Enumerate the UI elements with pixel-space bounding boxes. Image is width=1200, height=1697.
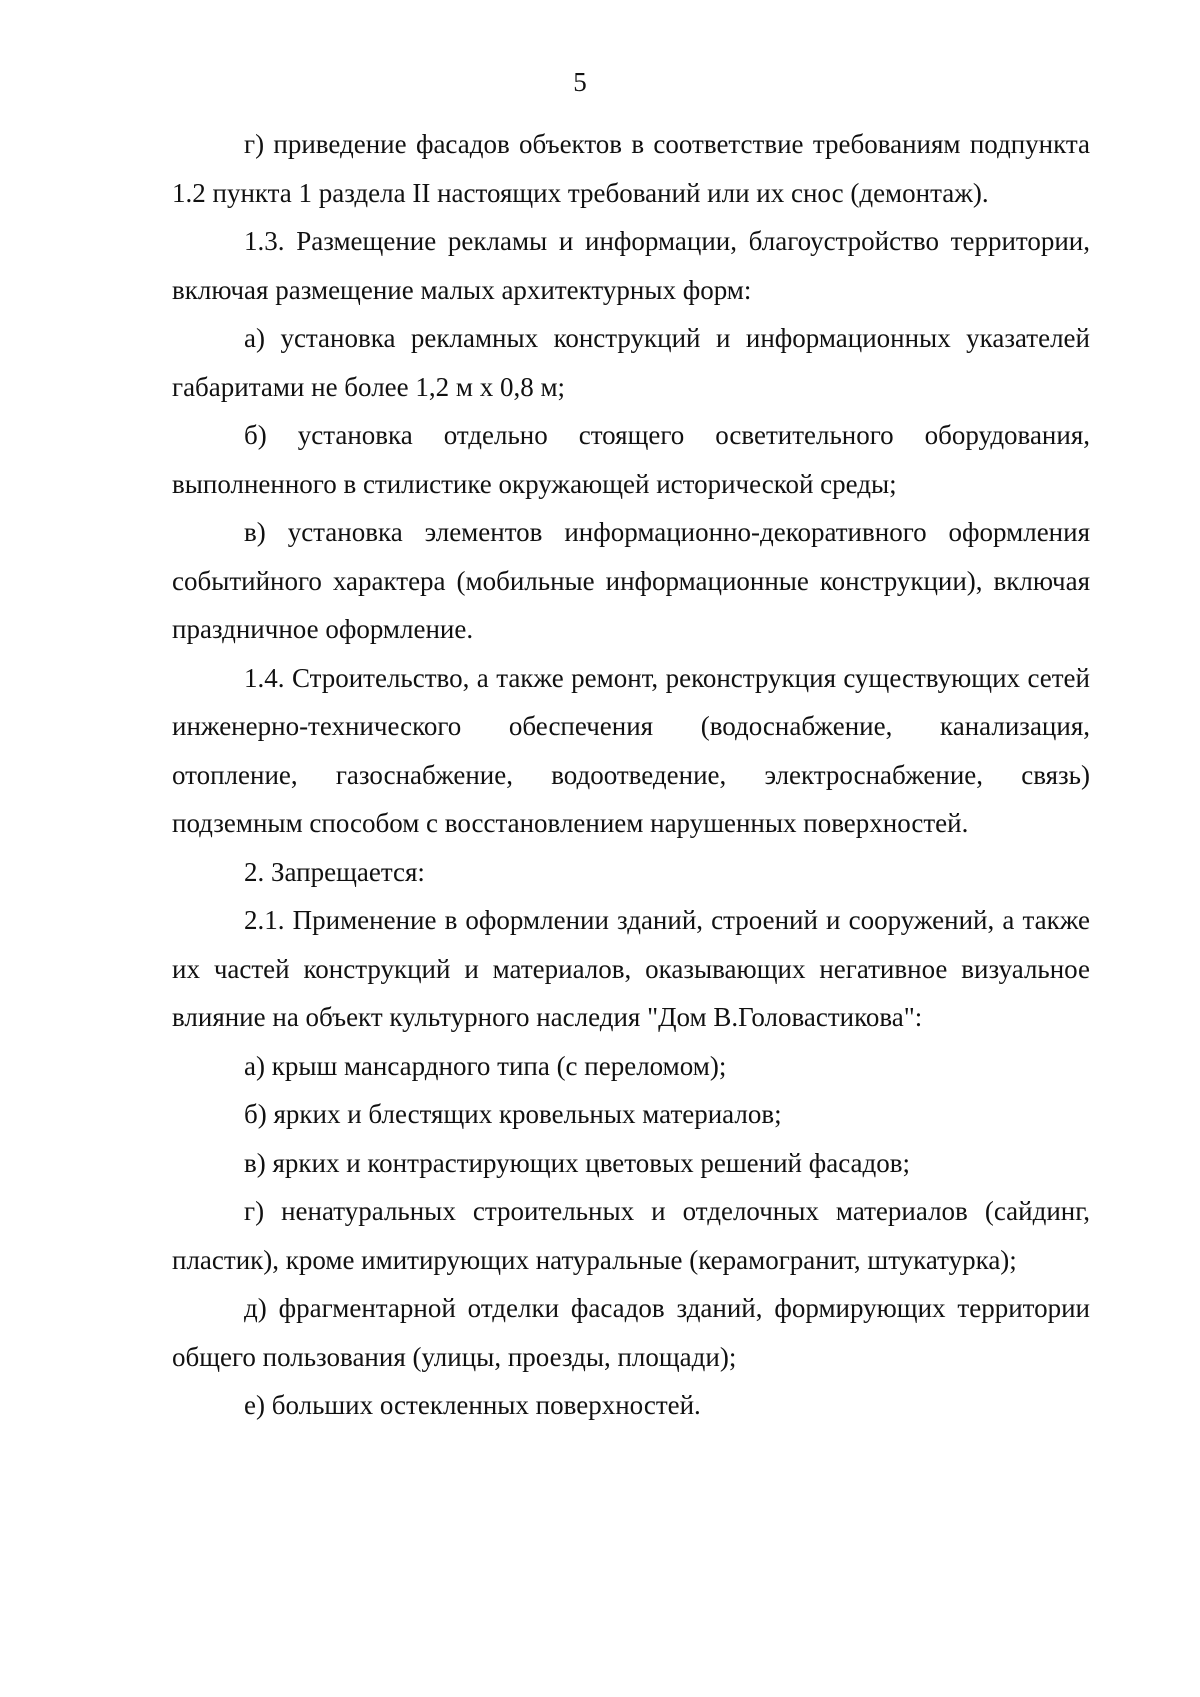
- paragraph-1-3: 1.3. Размещение рекламы и информации, благоустройство территории, включая размещение малых архитектурных форм:: [172, 226, 1090, 305]
- document-body: [172, 120, 1090, 1430]
- paragraph-item-v-decoration: в) установка элементов информационно-декоративного оформления событийного характера (мобильные информационные конструкции), включая праздничное оформление.: [172, 517, 1090, 644]
- paragraph-item-b-roofing: б) ярких и блестящих кровельных материалов;: [244, 1099, 782, 1129]
- paragraph-item-a-roofs: а) крыш мансардного типа (с переломом);: [244, 1050, 727, 1081]
- page-number: 5: [573, 67, 587, 97]
- paragraph-item-a-advertising: а) установка рекламных конструкций и информационных указателей габаритами не более 1,2 м х 0,8 м;: [172, 323, 1090, 402]
- paragraph-item-v-colors: в) ярких и контрастирующих цветовых решений фасадов;: [244, 1147, 910, 1178]
- paragraph-item-e-glazing: е) больших остекленных поверхностей.: [244, 1390, 701, 1420]
- paragraph-1-4: 1.4. Строительство, а также ремонт, реконструкция существующих сетей инженерно-технического обеспечения (водоснабжение, канализация, отопление, газоснабжение, водоотведение, электроснабжение, связь) подземным способом с восстановлением нарушенных поверхностей.: [172, 662, 1090, 838]
- paragraph-item-g-facades: г) приведение фасадов объектов в соответствие требованиям подпункта 1.2 пункта 1 раздела II настоящих требований или их снос (демонтаж).: [172, 129, 1090, 208]
- paragraph-item-g-materials: г) ненатуральных строительных и отделочных материалов (сайдинг, пластик), кроме имитирующих натуральные (керамогранит, штукатурка);: [172, 1196, 1090, 1275]
- paragraph-2: 2. Запрещается:: [244, 856, 425, 887]
- paragraph-item-b-lighting: б) установка отдельно стоящего осветительного оборудования, выполненного в стилистике окружающей исторической среды;: [172, 420, 1090, 499]
- paragraph-2-1: 2.1. Применение в оформлении зданий, строений и сооружений, а также их частей конструкций и материалов, оказывающих негативное визуальное влияние на объект культурного наследия "Дом В.Головастикова":: [172, 905, 1090, 1032]
- paragraph-item-d-finishing: д) фрагментарной отделки фасадов зданий, формирующих территории общего пользования (улицы, проезды, площади);: [172, 1293, 1090, 1372]
